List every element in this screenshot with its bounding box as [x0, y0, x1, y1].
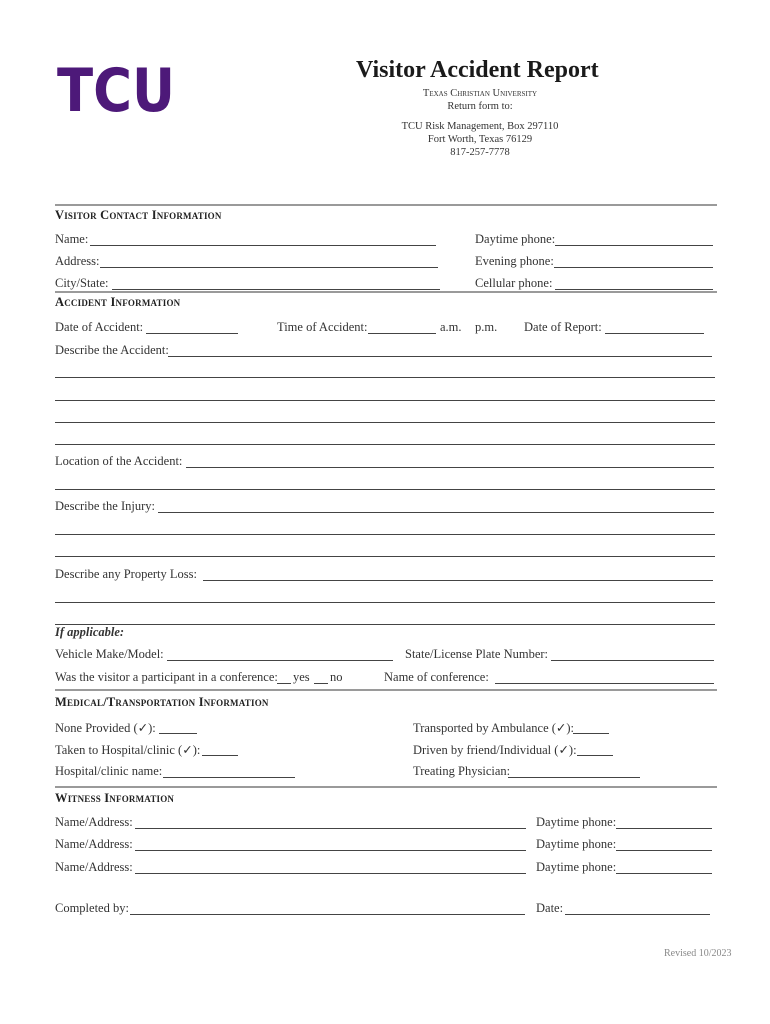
property-loss-label: Describe any Property Loss:: [55, 567, 197, 581]
plate-field[interactable]: [551, 660, 714, 661]
section-rule: [55, 786, 717, 788]
describe-accident-field[interactable]: [168, 356, 712, 357]
section-rule: [55, 204, 717, 206]
witness-name-label: Name/Address:: [55, 860, 133, 874]
describe-accident-line[interactable]: [55, 377, 715, 378]
name-label: Name:: [55, 232, 89, 246]
org-name: Texas Christian University: [422, 88, 538, 99]
return-address-1: TCU Risk Management, Box 297110: [401, 121, 559, 132]
hospital-label: Taken to Hospital/clinic (✓):: [55, 743, 201, 757]
visitor-section-heading: Visitor Contact Information: [55, 208, 222, 222]
completed-by-field[interactable]: [130, 914, 525, 915]
date-of-accident-label: Date of Accident:: [55, 320, 144, 334]
date-of-report-field[interactable]: [605, 333, 704, 334]
describe-injury-field[interactable]: [158, 512, 714, 513]
witness-phone-label: Daytime phone:: [536, 837, 617, 851]
driven-label: Driven by friend/Individual (✓):: [413, 743, 577, 757]
ambulance-label: Transported by Ambulance (✓):: [413, 721, 575, 735]
describe-accident-line[interactable]: [55, 444, 715, 445]
witness-phone-field[interactable]: [616, 828, 712, 829]
none-provided-label: None Provided (✓):: [55, 721, 156, 735]
describe-injury-line[interactable]: [55, 534, 715, 535]
location-field[interactable]: [186, 467, 714, 468]
location-label: Location of the Accident:: [55, 454, 183, 468]
tcu-logo-mark: [57, 54, 183, 118]
conference-name-label: Name of conference:: [384, 670, 489, 684]
plate-label: State/License Plate Number:: [405, 647, 549, 661]
property-loss-line[interactable]: [55, 602, 715, 603]
revision-note: Revised 10/2023: [664, 948, 732, 959]
return-label: Return form to:: [447, 101, 513, 112]
conference-question: Was the visitor a participant in a conference:: [55, 670, 278, 684]
property-loss-line[interactable]: [55, 624, 715, 625]
tcu-logo-text: TCU: [57, 56, 175, 118]
witness-name-field[interactable]: [135, 873, 526, 874]
accident-section-heading: Accident Information: [55, 295, 181, 309]
evening-phone-field[interactable]: [554, 267, 713, 268]
if-applicable-label: If applicable:: [55, 625, 125, 639]
tcu-logo: [57, 54, 183, 123]
physician-label: Treating Physician:: [413, 764, 511, 778]
describe-injury-line[interactable]: [55, 556, 715, 557]
witness-name-field[interactable]: [135, 850, 526, 851]
witness-section-heading: Witness Information: [55, 791, 175, 805]
daytime-phone-field[interactable]: [555, 245, 713, 246]
describe-accident-label: Describe the Accident:: [55, 343, 169, 357]
address-field[interactable]: [100, 267, 438, 268]
property-loss-field[interactable]: [203, 580, 713, 581]
describe-accident-line[interactable]: [55, 400, 715, 401]
hospital-name-label: Hospital/clinic name:: [55, 764, 163, 778]
medical-section-heading: Medical/Transportation Information: [55, 695, 269, 709]
describe-injury-label: Describe the Injury:: [55, 499, 155, 513]
physician-field[interactable]: [508, 777, 640, 778]
date-field[interactable]: [565, 914, 710, 915]
city-state-field[interactable]: [112, 289, 440, 290]
hospital-name-field[interactable]: [163, 777, 295, 778]
describe-accident-line[interactable]: [55, 422, 715, 423]
location-line[interactable]: [55, 489, 715, 490]
date-of-report-label: Date of Report:: [524, 320, 602, 334]
conference-yes-label: yes: [293, 670, 310, 684]
section-rule: [55, 291, 717, 293]
witness-phone-label: Daytime phone:: [536, 815, 617, 829]
cellular-phone-field[interactable]: [555, 289, 713, 290]
hospital-field[interactable]: [202, 755, 238, 756]
daytime-phone-label: Daytime phone:: [475, 232, 556, 246]
driven-field[interactable]: [577, 755, 613, 756]
am-option[interactable]: a.m.: [440, 320, 462, 334]
pm-option[interactable]: p.m.: [475, 320, 498, 334]
time-of-accident-label: Time of Accident:: [277, 320, 368, 334]
witness-phone-field[interactable]: [616, 873, 712, 874]
cellular-phone-label: Cellular phone:: [475, 276, 553, 290]
witness-phone-label: Daytime phone:: [536, 860, 617, 874]
ambulance-field[interactable]: [573, 733, 609, 734]
return-phone: 817-257-7778: [450, 147, 510, 158]
conference-name-field[interactable]: [495, 683, 714, 684]
none-provided-field[interactable]: [159, 733, 197, 734]
completed-by-label: Completed by:: [55, 901, 129, 915]
witness-name-label: Name/Address:: [55, 815, 133, 829]
city-state-label: City/State:: [55, 276, 109, 290]
date-of-accident-field[interactable]: [146, 333, 238, 334]
return-address-2: Fort Worth, Texas 76129: [427, 134, 533, 145]
date-label: Date:: [536, 901, 564, 915]
name-field[interactable]: [90, 245, 436, 246]
conference-yes-blank[interactable]: [277, 683, 291, 684]
vehicle-label: Vehicle Make/Model:: [55, 647, 164, 661]
witness-name-field[interactable]: [135, 828, 526, 829]
vehicle-field[interactable]: [167, 660, 393, 661]
time-of-accident-field[interactable]: [368, 333, 436, 334]
conference-no-blank[interactable]: [314, 683, 328, 684]
conference-no-label: no: [330, 670, 343, 684]
page-title: Visitor Accident Report: [356, 57, 599, 83]
evening-phone-label: Evening phone:: [475, 254, 554, 268]
witness-phone-field[interactable]: [616, 850, 712, 851]
address-label: Address:: [55, 254, 100, 268]
section-rule: [55, 689, 717, 691]
witness-name-label: Name/Address:: [55, 837, 133, 851]
